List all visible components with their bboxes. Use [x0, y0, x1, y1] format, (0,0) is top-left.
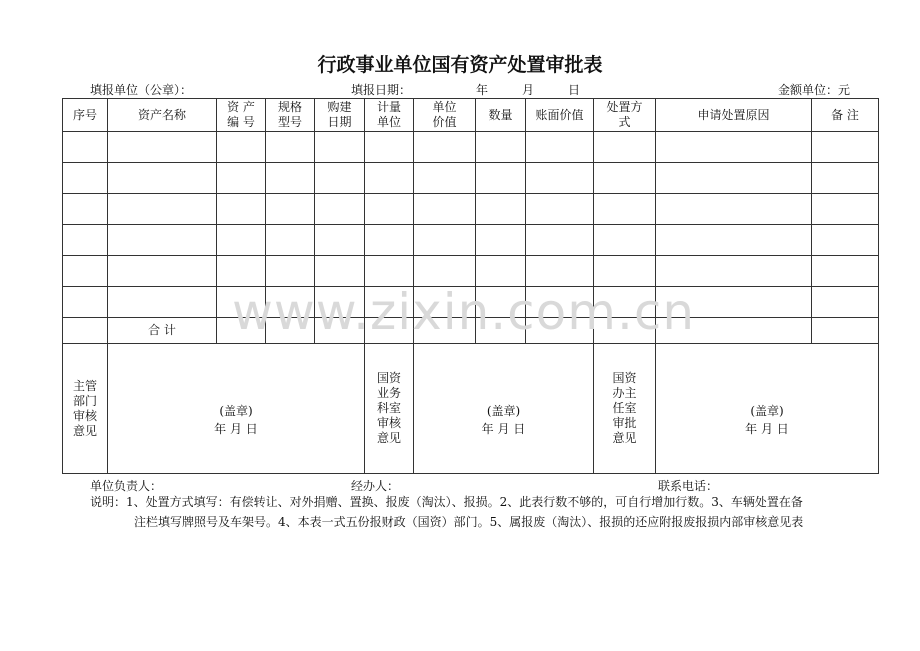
table-cell[interactable]	[656, 132, 812, 163]
table-cell[interactable]	[476, 287, 526, 318]
instructions-note	[90, 492, 880, 532]
header-cell	[63, 99, 108, 132]
table-cell[interactable]	[594, 225, 656, 256]
table-cell[interactable]	[594, 287, 656, 318]
table-cell[interactable]	[63, 225, 108, 256]
label-line: 办主	[612, 386, 637, 400]
table-cell[interactable]	[266, 163, 315, 194]
table-cell[interactable]	[656, 194, 812, 225]
table-cell	[63, 318, 108, 344]
amount-unit-label: 金额单位：元	[778, 83, 851, 97]
table-cell[interactable]	[476, 318, 526, 344]
table-cell[interactable]	[812, 163, 879, 194]
section-review-box[interactable]	[414, 344, 594, 474]
seal-date: 年 月 日	[481, 422, 526, 436]
table-cell[interactable]	[476, 225, 526, 256]
table-row	[63, 194, 879, 225]
header-line: 单位	[432, 100, 457, 114]
table-cell[interactable]	[594, 256, 656, 287]
table-cell[interactable]	[266, 318, 315, 344]
note-line: 说明：1、处置方式填写：有偿转让、对外捐赠、置换、报废（淘汰）、报损。2、此表行数不够的，可自行增加行数。3、车辆处置在备	[90, 495, 803, 509]
table-cell[interactable]	[217, 287, 266, 318]
header-line: 型号	[277, 115, 302, 129]
header-cell	[414, 99, 476, 132]
header-cell	[217, 99, 266, 132]
table-cell[interactable]	[476, 163, 526, 194]
table-cell[interactable]	[365, 132, 414, 163]
table-cell[interactable]	[812, 256, 879, 287]
header-line: 购建	[327, 100, 352, 114]
table-cell[interactable]	[365, 287, 414, 318]
table-cell[interactable]	[414, 132, 476, 163]
seal-date: 年 月 日	[214, 422, 258, 436]
table-cell[interactable]	[526, 194, 594, 225]
header-line: 序号	[72, 107, 97, 122]
header-line: 备 注	[831, 107, 859, 122]
header-line: 处置方	[606, 100, 643, 114]
header-cell	[266, 99, 315, 132]
header-line: 计量	[376, 100, 401, 114]
date-label: 填报日期：	[351, 83, 412, 97]
header-line: 编 号	[227, 115, 255, 129]
header-line: 数量	[488, 107, 513, 122]
header-line: 日期	[327, 115, 352, 129]
table-row	[63, 132, 879, 163]
header-row	[63, 99, 879, 132]
header-line: 价值	[432, 115, 457, 129]
header-line: 资产名称	[137, 107, 186, 122]
table-cell[interactable]	[414, 163, 476, 194]
table-cell[interactable]	[414, 225, 476, 256]
seal-text: (盖章)	[750, 404, 784, 418]
label-line: 审核	[72, 408, 97, 423]
header-cell	[656, 99, 812, 132]
table-cell[interactable]	[108, 163, 217, 194]
table-cell[interactable]	[108, 132, 217, 163]
unit-label: 填报单位（公章）：	[90, 83, 193, 97]
asset-disposal-table	[62, 98, 879, 474]
table-cell[interactable]	[315, 225, 365, 256]
table-cell[interactable]	[108, 225, 217, 256]
table-cell[interactable]	[365, 225, 414, 256]
table-cell[interactable]	[414, 194, 476, 225]
header-line: 单位	[376, 115, 401, 129]
table-cell[interactable]	[108, 287, 217, 318]
table-cell[interactable]	[656, 318, 812, 344]
section-review-label	[365, 344, 414, 474]
table-cell[interactable]	[266, 225, 315, 256]
table-cell[interactable]	[365, 318, 414, 344]
table-cell[interactable]	[594, 132, 656, 163]
label-line: 审批	[612, 416, 637, 430]
header-cell	[526, 99, 594, 132]
total-label: 合 计	[108, 318, 217, 344]
header-cell	[594, 99, 656, 132]
office-approval-label	[594, 344, 656, 474]
watermark: www.zixin.com.cn	[232, 283, 696, 341]
table-cell[interactable]	[594, 163, 656, 194]
table-cell[interactable]	[414, 287, 476, 318]
table-cell[interactable]	[414, 256, 476, 287]
table-cell[interactable]	[526, 163, 594, 194]
table-cell[interactable]	[656, 163, 812, 194]
table-cell[interactable]	[656, 225, 812, 256]
table-cell[interactable]	[526, 132, 594, 163]
table-cell[interactable]	[315, 287, 365, 318]
table-cell[interactable]	[812, 225, 879, 256]
table-cell[interactable]	[315, 194, 365, 225]
phone-label: 联系电话：	[658, 479, 719, 493]
label-line: 意见	[72, 423, 97, 438]
table-cell[interactable]	[63, 256, 108, 287]
table-cell[interactable]	[365, 194, 414, 225]
table-cell[interactable]	[217, 194, 266, 225]
table-cell[interactable]	[526, 256, 594, 287]
seal-date: 年 月 日	[745, 422, 789, 436]
table-cell[interactable]	[414, 318, 476, 344]
table-cell[interactable]	[315, 132, 365, 163]
label-line: 意见	[612, 431, 637, 445]
month-label: 月	[522, 83, 535, 97]
table-cell[interactable]	[108, 194, 217, 225]
table-row	[63, 163, 879, 194]
table-cell[interactable]	[812, 194, 879, 225]
table-cell[interactable]	[812, 318, 879, 344]
table-row	[63, 225, 879, 256]
handler-label: 经办人：	[351, 479, 400, 493]
table-cell[interactable]	[526, 287, 594, 318]
table-row	[63, 256, 879, 287]
dept-review-box[interactable]	[108, 344, 365, 474]
total-row	[63, 318, 879, 344]
table-cell[interactable]	[526, 318, 594, 344]
table-cell[interactable]	[108, 256, 217, 287]
table-cell[interactable]	[812, 132, 879, 163]
table-cell[interactable]	[476, 132, 526, 163]
label-line: 审核	[376, 416, 401, 430]
table-cell[interactable]	[266, 287, 315, 318]
table-cell[interactable]	[63, 194, 108, 225]
header-line: 规格	[277, 100, 302, 114]
table-cell[interactable]	[526, 225, 594, 256]
header-cell	[108, 99, 217, 132]
header-cell	[315, 99, 365, 132]
table-cell[interactable]	[217, 163, 266, 194]
table-cell[interactable]	[217, 256, 266, 287]
table-cell[interactable]	[476, 194, 526, 225]
label-line: 科室	[376, 401, 401, 415]
header-line: 资 产	[227, 100, 255, 114]
day-label: 日	[568, 83, 581, 97]
seal-text: (盖章)	[219, 404, 253, 418]
table-cell[interactable]	[217, 225, 266, 256]
header-cell	[812, 99, 879, 132]
label-line: 任室	[612, 401, 637, 415]
approval-row	[63, 344, 879, 474]
table-cell[interactable]	[63, 132, 108, 163]
table-cell[interactable]	[315, 318, 365, 344]
table-cell[interactable]	[656, 287, 812, 318]
table-row	[63, 287, 879, 318]
header-line: 式	[618, 115, 631, 129]
table-cell[interactable]	[594, 318, 656, 344]
label-line: 国资	[376, 371, 401, 385]
table-cell[interactable]	[656, 256, 812, 287]
table-cell[interactable]	[266, 256, 315, 287]
table-cell[interactable]	[812, 287, 879, 318]
table-cell[interactable]	[365, 256, 414, 287]
label-line: 国资	[612, 371, 637, 385]
seal-text: (盖章)	[486, 404, 521, 418]
table-cell[interactable]	[63, 287, 108, 318]
header-cell	[476, 99, 526, 132]
table-cell[interactable]	[217, 318, 266, 344]
label-line: 业务	[376, 386, 401, 400]
table-cell[interactable]	[63, 163, 108, 194]
table-cell[interactable]	[266, 194, 315, 225]
dept-review-label	[63, 344, 108, 474]
table-cell[interactable]	[365, 163, 414, 194]
table-cell[interactable]	[476, 256, 526, 287]
header-line: 账面价值	[535, 107, 584, 122]
header-cell	[365, 99, 414, 132]
label-line: 部门	[72, 393, 97, 408]
table-cell[interactable]	[266, 132, 315, 163]
principal-label: 单位负责人：	[90, 479, 163, 493]
table-cell[interactable]	[594, 194, 656, 225]
office-approval-box[interactable]	[656, 344, 879, 474]
table-cell[interactable]	[315, 256, 365, 287]
table-cell[interactable]	[217, 132, 266, 163]
table-cell[interactable]	[315, 163, 365, 194]
form-title: 行政事业单位国有资产处置审批表	[317, 54, 603, 76]
label-line: 主管	[72, 378, 97, 393]
note-line: 注栏填写牌照号及车架号。4、本表一式五份报财政（国资）部门。5、属报废（淘汰）、报损的还应附报废报损内部审核意见表	[134, 515, 804, 529]
year-label: 年	[476, 83, 489, 97]
header-line: 申请处置原因	[697, 107, 770, 122]
label-line: 意见	[376, 431, 401, 445]
